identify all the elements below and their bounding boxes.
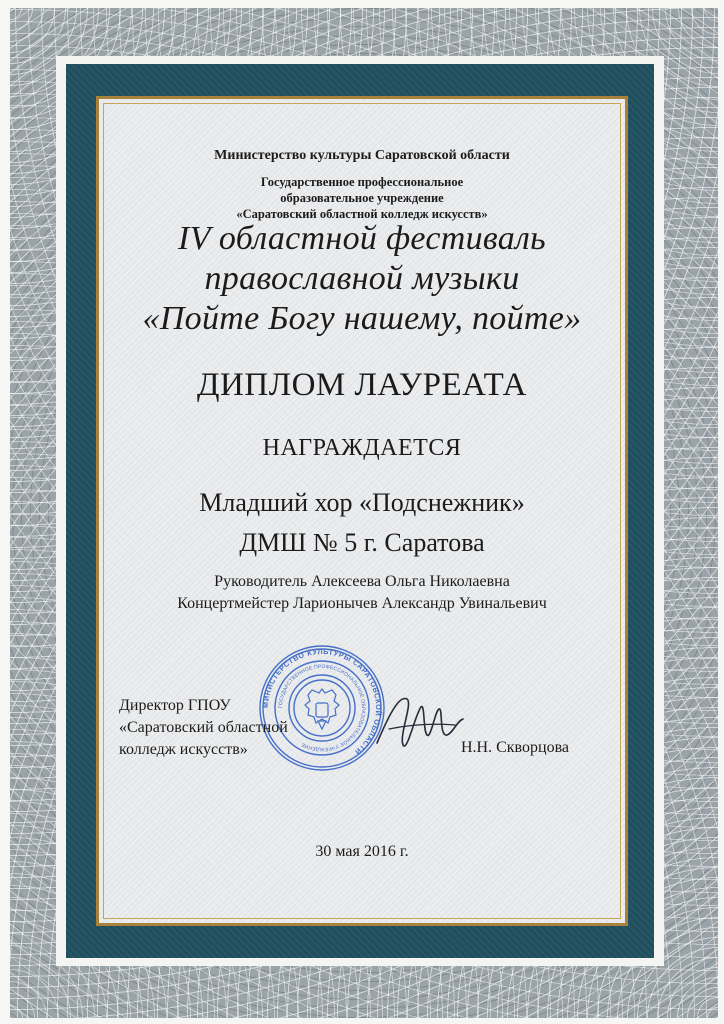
institution-line: образовательное учреждение: [280, 191, 444, 205]
director-title-block: [119, 695, 288, 761]
recipient-line: Младший хор «Подснежник»: [199, 488, 525, 517]
issue-date: 30 мая 2016 г.: [315, 843, 409, 860]
double-headed-eagle-icon: [305, 689, 339, 729]
festival-title-line: «Пойте Богу нашему, пойте»: [142, 300, 582, 337]
festival-title: [99, 219, 625, 339]
svg-text:ГОСУДАРСТВЕННОЕ ПРОФЕССИОНАЛЬН: [278, 664, 366, 752]
staff-credits: [99, 571, 625, 615]
institution-heading: [99, 174, 625, 222]
festival-title-line: IV областной фестиваль: [178, 220, 546, 257]
accompanist-credit: Концертмейстер Ларионычев Александр Увинальевич: [177, 595, 547, 612]
director-title-line: Директор ГПОУ: [119, 697, 231, 714]
diploma-content-panel: [96, 96, 628, 926]
institution-line: Государственное профессиональное: [260, 175, 464, 189]
recipient-name: [99, 483, 625, 563]
awarded-label: НАГРАЖДАЕТСЯ: [262, 435, 462, 461]
ministry-heading: Министерство культуры Саратовской области: [214, 148, 510, 163]
leader-credit: Руководитель Алексеева Ольга Николаевна: [214, 573, 510, 590]
director-title-line: колледж искусств»: [119, 741, 248, 758]
diploma-title: ДИПЛОМ ЛАУРЕАТА: [197, 367, 527, 403]
signature-icon: [369, 685, 469, 763]
seal-outer-text: МИНИСТЕРСТВО КУЛЬТУРЫ САРАТОВСКОЙ ОБЛАСТИ: [260, 646, 384, 757]
institution-line: «Саратовский областной колледж искусств»: [236, 207, 488, 221]
director-title-line: «Саратовский областной: [119, 719, 288, 736]
festival-title-line: православной музыки: [204, 260, 520, 297]
director-name: Н.Н. Скворцова: [461, 739, 570, 756]
recipient-line: ДМШ № 5 г. Саратова: [239, 528, 485, 557]
seal-inner-text: ГОСУДАРСТВЕННОЕ ПРОФЕССИОНАЛЬНОЕ ОБРАЗОВАТЕЛЬНОЕ УЧРЕЖДЕНИЕ: [277, 663, 367, 753]
